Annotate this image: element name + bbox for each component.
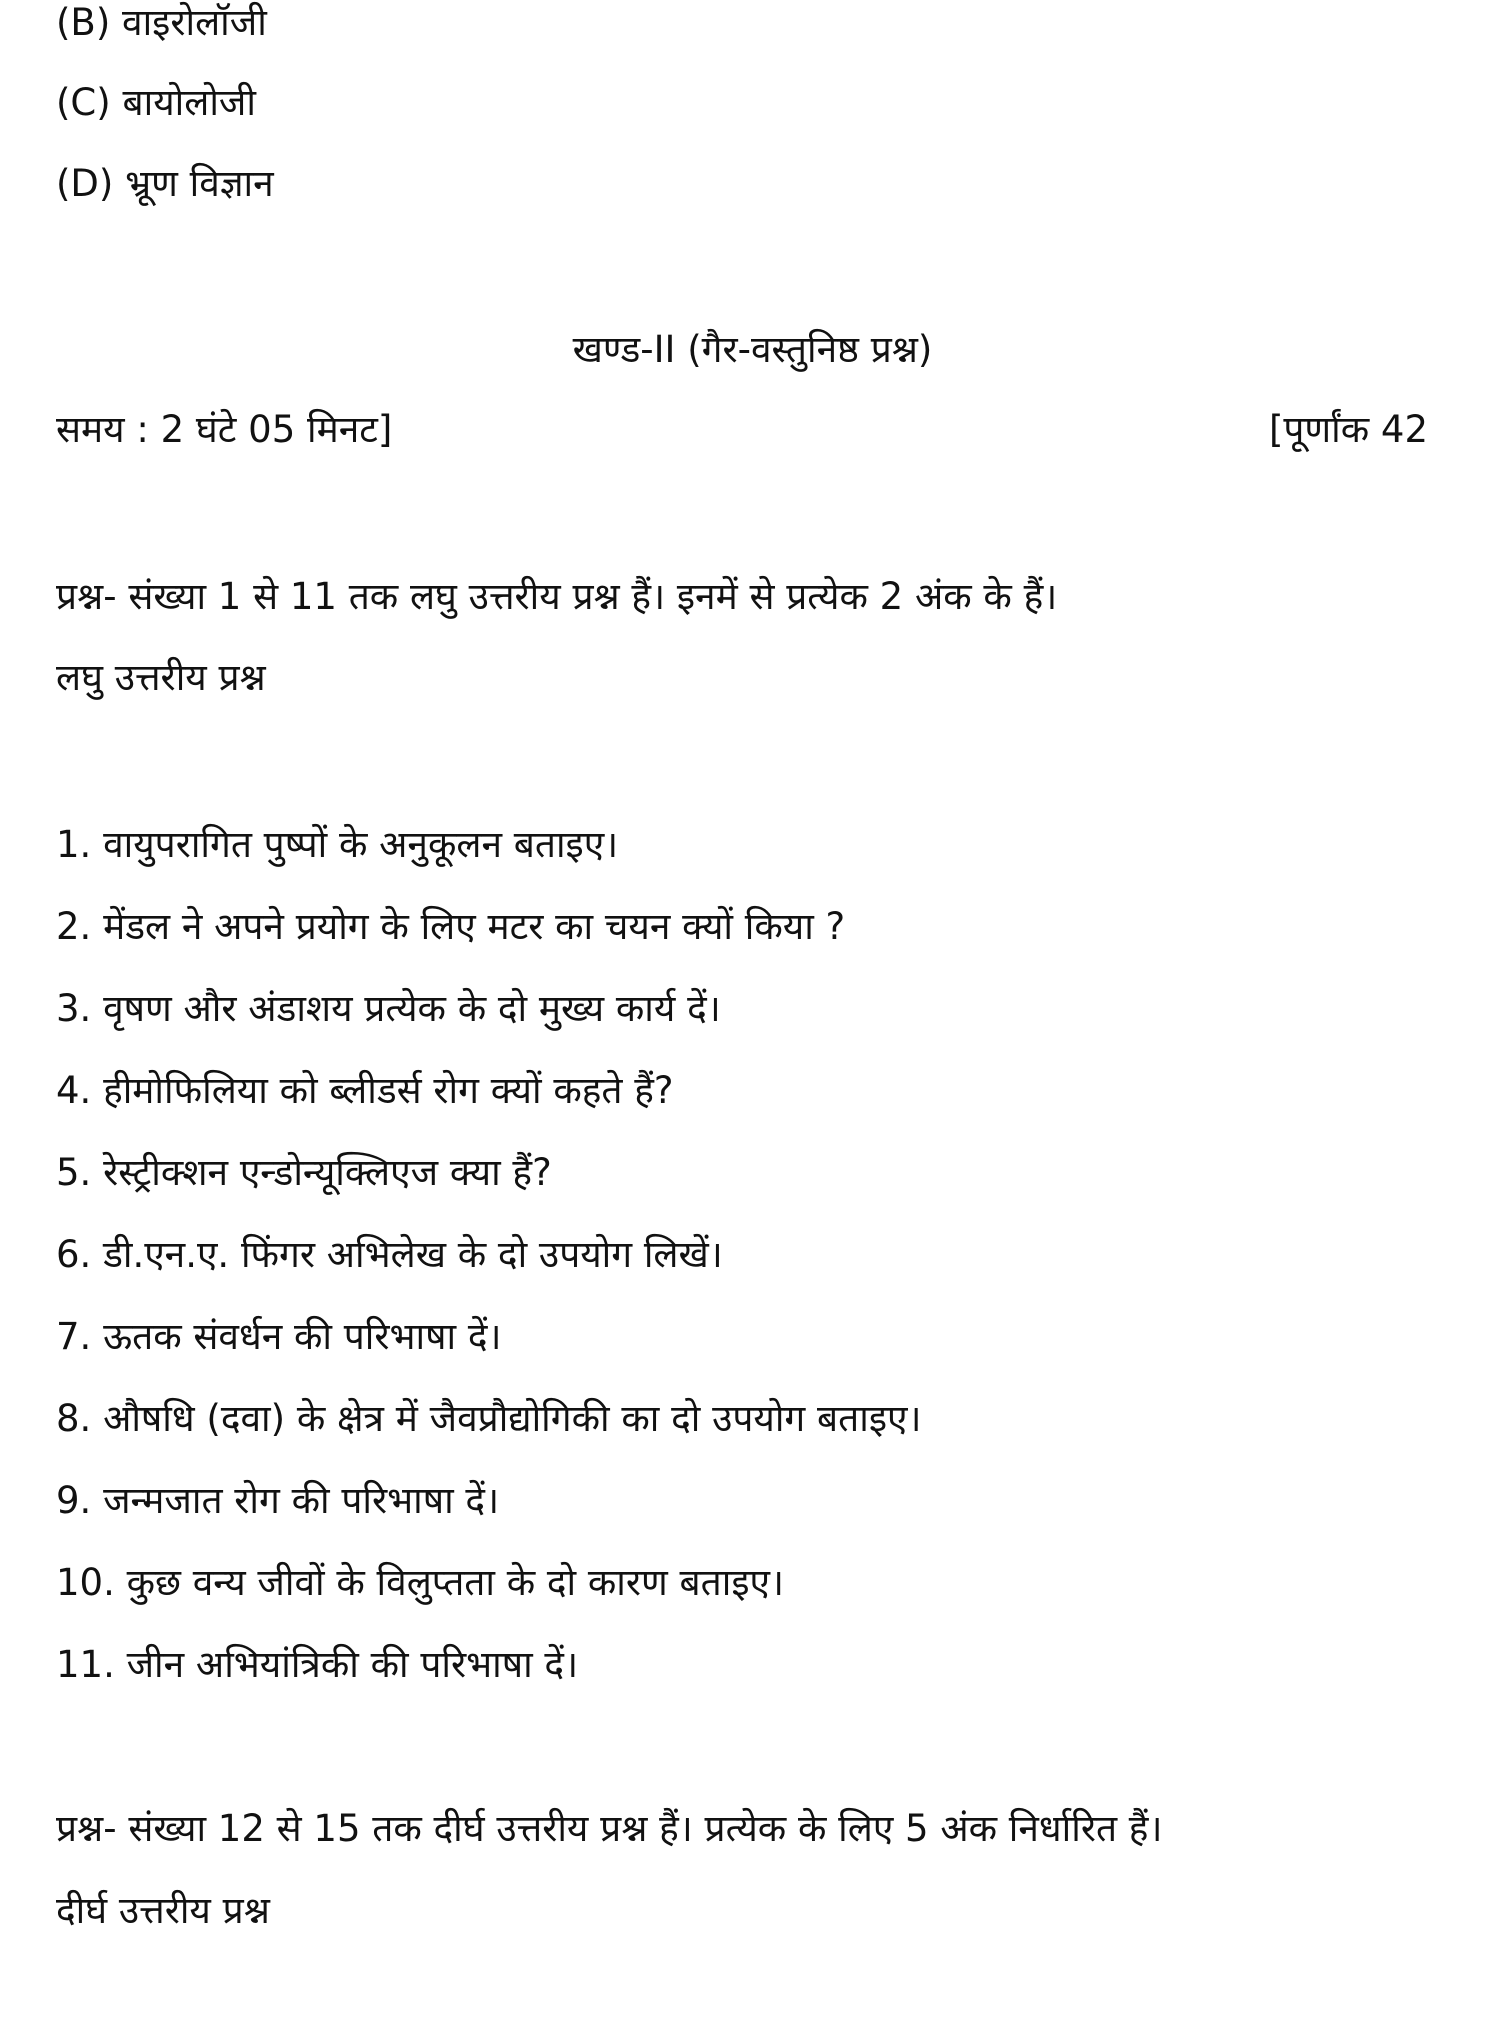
option-text: बायोलोजी	[122, 81, 256, 124]
question-item: 6. डी.एन.ए. फिंगर अभिलेख के दो उपयोग लिखें।	[56, 1233, 723, 1276]
section-heading: खण्ड-II (गैर-वस्तुनिष्ठ प्रश्न)	[572, 328, 933, 371]
long-answer-title: दीर्घ उत्तरीय प्रश्न	[56, 1889, 270, 1932]
question-item: 8. औषधि (दवा) के क्षेत्र में जैवप्रौद्योगिकी का दो उपयोग बताइए।	[56, 1397, 922, 1440]
option-d	[56, 161, 274, 207]
question-item: 9. जन्मजात रोग की परिभाषा दें।	[56, 1479, 500, 1522]
question-item: 10. कुछ वन्य जीवों के विलुप्तता के दो कारण बताइए।	[56, 1561, 784, 1604]
option-label: (D)	[56, 162, 114, 205]
question-item: 3. वृषण और अंडाशय प्रत्येक के दो मुख्य कार्य दें।	[56, 987, 721, 1030]
long-answer-instruction: प्रश्न- संख्या 12 से 15 तक दीर्घ उत्तरीय प्रश्न हैं। प्रत्येक के लिए 5 अंक निर्धारित हैं।	[56, 1807, 1163, 1850]
question-item: 5. रेस्ट्रीक्शन एन्डोन्यूक्लिएज क्या हैं?	[56, 1151, 552, 1194]
short-answer-instruction: प्रश्न- संख्या 1 से 11 तक लघु उत्तरीय प्रश्न हैं। इनमें से प्रत्येक 2 अंक के हैं।	[56, 575, 1058, 618]
option-text: वाइरोलॉजी	[122, 1, 267, 44]
time-marks-row	[56, 407, 1428, 453]
question-item: 7. ऊतक संवर्धन की परिभाषा दें।	[56, 1315, 502, 1358]
short-answer-title: लघु उत्तरीय प्रश्न	[56, 656, 266, 699]
option-c	[56, 80, 256, 126]
question-item: 11. जीन अभियांत्रिकी की परिभाषा दें।	[56, 1643, 579, 1686]
question-item: 4. हीमोफिलिया को ब्लीडर्स रोग क्यों कहते हैं?	[56, 1069, 674, 1112]
option-text: भ्रूण विज्ञान	[125, 162, 274, 205]
question-item: 1. वायुपरागित पुष्पों के अनुकूलन बताइए।	[56, 823, 619, 866]
full-marks: [पूर्णांक 42	[1268, 408, 1428, 451]
option-b	[56, 0, 267, 46]
option-label: (B)	[56, 1, 111, 44]
question-item: 2. मेंडल ने अपने प्रयोग के लिए मटर का चयन क्यों किया ?	[56, 905, 846, 948]
exam-time: समय : 2 घंटे 05 मिनट]	[56, 408, 393, 451]
option-label: (C)	[56, 81, 111, 124]
